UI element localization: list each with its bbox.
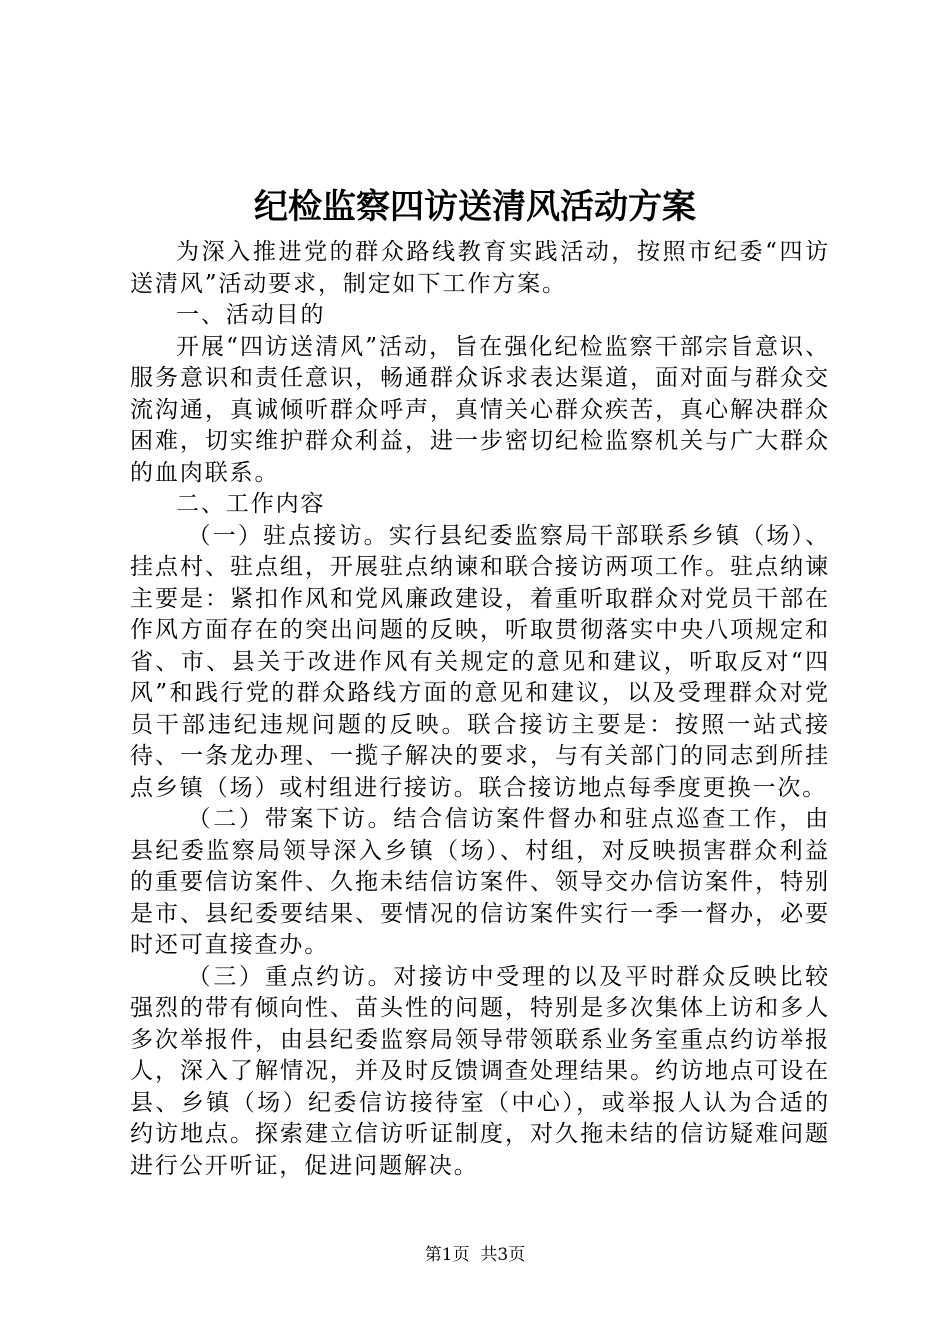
content-item-2-paragraph: （二）带案下访。结合信访案件督办和驻点巡查工作，由县纪委监察局领导深入乡镇（场）、村组，对反映损害群众利益的重要信访案件、久拖未结信访案件、领导交办信访案件，特别是市、县纪委要结果、要情况的信访案件实行一季一督办，必要时还可直接查办。 xyxy=(130,806,830,958)
document-title: 纪检监察四访送清风活动方案 xyxy=(254,187,696,227)
purpose-paragraph: 开展“四访送清风”活动，旨在强化纪检监察干部宗旨意识、服务意识和责任意识，畅通群众诉求表达渠道，面对面与群众交流沟通，真诚倾听群众呼声，真情关心群众疾苦，真心解决群众困难，切实维护群众利益，进一步密切纪检监察机关与广大群众的血肉联系。 xyxy=(130,333,830,486)
section-heading-purpose: 一、活动目的 xyxy=(176,302,326,328)
content-item-1-paragraph: （一）驻点接访。实行县纪委监察局干部联系乡镇（场）、挂点村、驻点组，开展驻点纳谏和联合接访两项工作。驻点纳谏主要是：紧扣作风和党风廉政建设，着重听取群众对党员干部在作风方面存在的突出问题的反映，听取贯彻落实中央八项规定和省、市、县关于改进作风有关规定的意见和建议，听取反对“四风”和践行党的群众路线方面的意见和建议，以及受理群众对党员干部违纪违规问题的反映。联合接访主要是：按照一站式接待、一条龙办理、一揽子解决的要求，与有关部门的同志到所挂点乡镇（场）或村组进行接访。联合接访地点每季度更换一次。 xyxy=(130,522,830,801)
section-heading-content: 二、工作内容 xyxy=(176,491,326,517)
intro-paragraph: 为深入推进党的群众路线教育实践活动，按照市纪委“四访送清风”活动要求，制定如下工作方案。 xyxy=(130,239,830,297)
document-body xyxy=(130,237,830,1182)
page-number-label: 第1页 共3页 xyxy=(424,1245,526,1265)
page-footer xyxy=(0,1244,950,1266)
content-item-3-paragraph: （三）重点约访。对接访中受理的以及平时群众反映比较强烈的带有倾向性、苗头性的问题，特别是多次集体上访和多人多次举报件，由县纪委监察局领导带领联系业务室重点约访举报人，深入了解情况，并及时反馈调查处理结果。约访地点可设在县、乡镇（场）纪委信访接待室（中心），或举报人认为合适的约访地点。探索建立信访听证制度，对久拖未结的信访疑难问题进行公开听证，促进问题解决。 xyxy=(130,963,830,1179)
